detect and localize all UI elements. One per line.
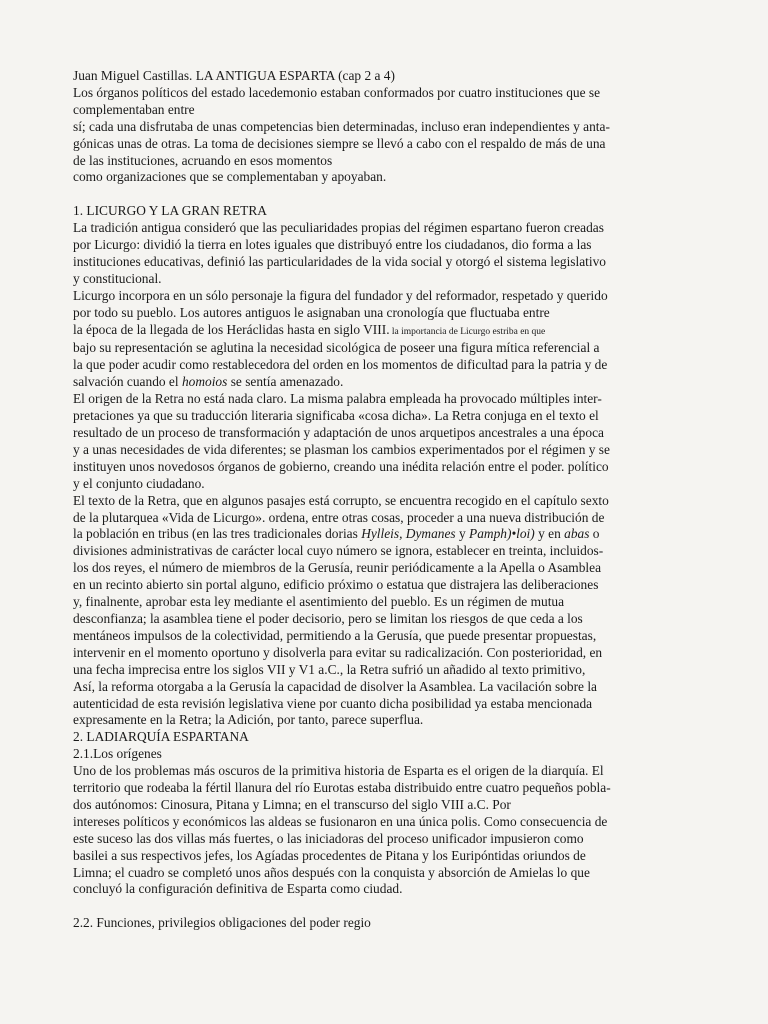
- small-text-span: la importancia de Licurgo estriba en que: [389, 326, 546, 337]
- text-line: y constitucional.: [73, 270, 162, 286]
- text-line: [73, 322, 698, 341]
- text-span: o: [589, 526, 600, 542]
- spacer: [73, 186, 698, 203]
- text-line: instituciones educativas, definió las particularidades de la vida social y otorgó el sistema legislativo: [73, 253, 607, 269]
- italic-term: Pamph)•loi): [469, 526, 535, 542]
- text-line: concluyó la configuración definitiva de Esparta como ciudad.: [73, 881, 403, 897]
- text-line: autenticidad de esta revisión legislativa viene por cuanto dicha posibilidad ya estaba mencionada: [73, 695, 593, 711]
- text-line: en un recinto abierto sin portal alguno, edificio próximo o estatua que distrajera las deliberaciones: [73, 577, 599, 593]
- section-heading: 2. LADIARQUÍA ESPARTANA: [73, 729, 249, 745]
- italic-term: Hylleis, Dymanes: [361, 526, 456, 542]
- section21-body: [73, 763, 698, 898]
- document-header: Juan Miguel Castillas. LA ANTIGUA ESPARTA (cap 2 a 4): [73, 68, 395, 83]
- intro-paragraph: [73, 85, 698, 186]
- text-line: como organizaciones que se complementaban y apoyaban.: [73, 169, 387, 185]
- text-span: y en: [534, 526, 565, 542]
- text-line: El origen de la Retra no está nada claro. La misma palabra empleada ha provocado múltiples inter-: [73, 391, 602, 407]
- text-line: bajo su representación se aglutina la necesidad sicológica de poseer una figura mítica referencial a: [73, 340, 600, 356]
- text-line: El texto de la Retra, que en algunos pasajes está corrupto, se encuentra recogido en el capítulo sexto: [73, 492, 609, 508]
- text-line: por Licurgo: dividió la tierra en lotes iguales que distribuyó entre los ciudadanos, dio forma a las: [73, 237, 592, 253]
- text-line: y el conjunto ciudadano.: [73, 475, 205, 491]
- text-span: y: [455, 526, 470, 542]
- text-span: salvación cuando el: [73, 374, 182, 390]
- italic-term: homoios: [181, 374, 228, 390]
- text-line: Uno de los problemas más oscuros de la primitiva historia de Esparta es el origen de la diarquía. El: [73, 763, 604, 779]
- text-line: los dos reyes, el número de miembros de la Gerusía, reunir periódicamente a la Apella o Asamblea: [73, 560, 602, 576]
- text-span: la población en tribus (en las tres tradicionales dorias: [73, 526, 362, 542]
- text-span: la época de la llegada de los Heráclidas hasta en siglo VIII.: [73, 321, 390, 337]
- spacer: [73, 898, 698, 915]
- text-line: territorio que rodeaba la fértil llanura del río Eurotas estaba distribuido entre cuatro pequeños pobla-: [73, 780, 611, 796]
- text-line: Limna; el cuadro se completó unos años después con la conquista y absorción de Amielas lo que: [73, 864, 590, 880]
- text-line: gónicas unas de otras. La toma de decisiones siempre se llevó a cabo con el respaldo de más de una: [73, 135, 606, 151]
- text-line: intereses políticos y económicos las aldeas se fusionaron en una única polis. Como consecuencia de: [73, 813, 608, 829]
- text-line: expresamente en la Retra; la Adición, por tanto, parece superflua.: [73, 712, 424, 728]
- text-line: Así, la reforma otorgaba a la Gerusía la capacidad de disolver la Asamblea. La vacilación sobre la: [73, 678, 597, 694]
- text-line: por todo su pueblo. Los autores antiguos le asignaban una cronología que fluctuaba entre: [73, 304, 550, 320]
- text-line: [73, 526, 698, 543]
- text-line: resultado de un proceso de transformación y adaptación de unos arquetipos ancestrales a una época: [73, 425, 604, 441]
- text-line: mentáneos impulsos de la colectividad, permitiendo a la Gerusía, que puede presentar propuestas,: [73, 627, 597, 643]
- text-line: divisiones administrativas de carácter local cuyo número se ignora, establecer en treinta, incluidos-: [73, 543, 604, 559]
- section1-body: [73, 220, 698, 729]
- text-line: instituyen unos novedosos órganos de gobierno, creando una inédita relación entre el poder. político: [73, 458, 609, 474]
- text-line: dos autónomos: Cinosura, Pitana y Limna; en el transcurso del siglo VIII a.C. Por: [73, 796, 511, 812]
- text-line: intervenir en el momento oportuno y disolverla para evitar su radicalización. Con posterioridad, en: [73, 644, 603, 660]
- subsection-heading: 2.2. Funciones, privilegios obligaciones del poder regio: [73, 915, 371, 931]
- text-line: [73, 374, 698, 391]
- text-line: de las instituciones, acruando en esos momentos: [73, 152, 333, 168]
- text-line: sí; cada una disfrutaba de unas competencias bien determinadas, incluso eran independientes y anta-: [73, 118, 610, 134]
- text-line: La tradición antigua consideró que las peculiaridades propias del régimen espartano fueron creadas: [73, 220, 604, 236]
- section-heading: 1. LICURGO Y LA GRAN RETRA: [73, 203, 267, 219]
- text-line: pretaciones ya que su traducción literaria significaba «cosa dicha». La Retra conjuga en el texto el: [73, 408, 599, 424]
- text-span: se sentía amenazado.: [227, 374, 344, 390]
- text-line: una fecha imprecisa entre los siglos VII y V1 a.C., la Retra sufrió un añadido al texto primitivo,: [73, 661, 586, 677]
- text-line: complementaban entre: [73, 101, 195, 117]
- text-line: Los órganos políticos del estado lacedemonio estaban conformados por cuatro instituciones que se: [73, 84, 601, 100]
- text-line: basilei a sus respectivos jefes, los Agíadas procedentes de Pitana y los Euripóntidas oriundos de: [73, 847, 586, 863]
- text-line: y a unas necesidades de vida diferentes; se plasman los cambios experimentados por el régimen y se: [73, 441, 610, 457]
- text-line: de la plutarquea «Vida de Licurgo». ordena, entre otras cosas, proceder a una nueva distribución de: [73, 509, 605, 525]
- text-line: desconfianza; la asamblea tiene el poder decisorio, pero se limitan los riesgos de que ceda a los: [73, 610, 583, 626]
- text-line: Licurgo incorpora en un sólo personaje la figura del fundador y del reformador, respetado y querido: [73, 287, 608, 303]
- text-line: este suceso las dos villas más fuertes, o las iniciadoras del proceso unificador impusieron como: [73, 830, 584, 846]
- text-line: la que poder acudir como restablecedora del orden en los momentos de dificultad para la patria y de: [73, 357, 608, 373]
- italic-term: abas: [564, 526, 590, 542]
- text-line: y, finalnente, aprobar esta ley mediante el asentimiento del pueblo. Es un régimen de mutua: [73, 594, 565, 610]
- subsection-heading: 2.1.Los orígenes: [73, 746, 162, 762]
